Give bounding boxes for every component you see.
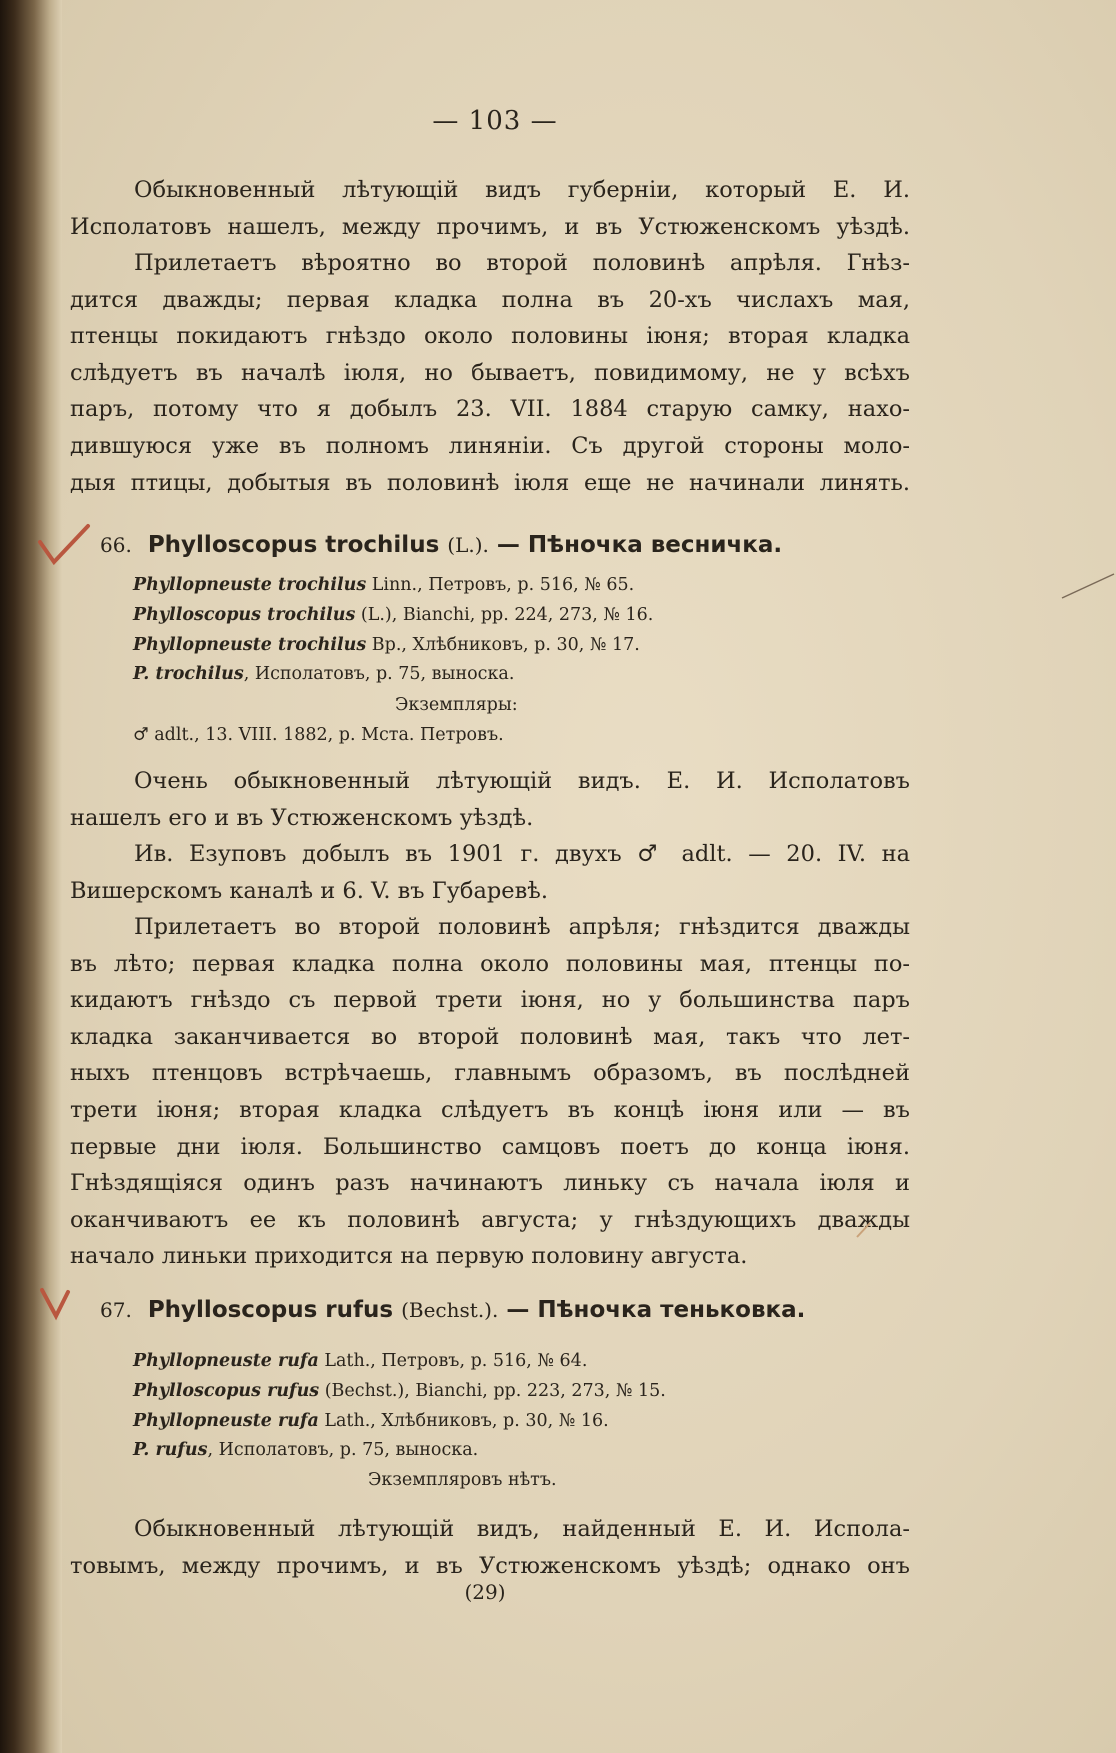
reference-line [133, 660, 973, 690]
ref-taxon: Phyllopneuste rufa [133, 1410, 319, 1431]
ref-source: (L.), Bianchi, pp. 224, 273, № 16. [355, 604, 654, 625]
text-line: Прилетаетъ во второй половинѣ апрѣля; гнѣздится дважды [134, 914, 910, 940]
text-line: паръ, потому что я добылъ 23. VII. 1884 старую самку, нахо- [70, 396, 910, 423]
text-line: первые дни іюля. Большинство самцовъ поетъ до конца іюня. [70, 1133, 910, 1160]
reference-line [133, 571, 973, 601]
species-russian-name: Пѣночка теньковка. [537, 1297, 806, 1323]
text-line: дившуюся уже въ полномъ линяніи. Съ другой стороны моло- [70, 432, 910, 459]
book-binding-shadow [0, 0, 62, 1753]
printer-signature: (29) [464, 1580, 506, 1604]
text-line: оканчиваютъ ее къ половинѣ августа; у гнѣздующихъ дважды [70, 1206, 910, 1233]
text-line: Обыкновенный лѣтующій видъ губерніи, который Е. И. [134, 177, 910, 203]
specimens-66: ♂ adlt., 13. VIII. 1882, p. Мста. Петровъ. [133, 725, 504, 745]
text-line: ныхъ птенцовъ встрѣчаешь, главнымъ образомъ, въ послѣдней [70, 1060, 910, 1087]
ref-source: Lath., Хлѣбниковъ, p. 30, № 16. [318, 1410, 609, 1431]
reference-line [133, 1347, 973, 1377]
reference-line [133, 1377, 973, 1407]
text-line: кидаютъ гнѣздо съ первой трети іюня, но у большинства паръ [70, 987, 910, 1014]
ref-source: Вр., Хлѣбниковъ, p. 30, № 17. [366, 634, 640, 655]
text-line: птенцы покидаютъ гнѣздо около половины іюня; вторая кладка [70, 323, 910, 350]
pencil-check-mark-icon [38, 1282, 84, 1326]
species-heading-66 [100, 532, 940, 558]
text-line: Гнѣздящіяся одинъ разъ начинаютъ линьку съ начала іюля и [70, 1170, 910, 1197]
ref-taxon: Phylloscopus rufus [133, 1380, 320, 1401]
species-latin-name: Phylloscopus rufus [147, 1297, 394, 1323]
ref-taxon: P. rufus [133, 1440, 208, 1461]
pencil-check-mark-icon [36, 520, 96, 570]
text-line: слѣдуетъ въ началѣ іюля, но бываетъ, повидимому, не у всѣхъ [70, 359, 910, 386]
paragraph-6 [70, 1511, 910, 1584]
paragraph-3 [70, 763, 910, 836]
ref-source: Linn., Петровъ, p. 516, № 65. [366, 575, 635, 595]
text-line: кладка заканчивается во второй половинѣ мая, такъ что лет- [70, 1023, 910, 1050]
ref-taxon: Phyllopneuste rufa [133, 1351, 319, 1371]
heading-dash: — [506, 1297, 530, 1323]
paragraph-4 [70, 836, 910, 909]
pencil-stroke-icon [854, 1220, 874, 1240]
species-author: (L.). [447, 533, 489, 557]
references-67 [133, 1347, 973, 1466]
pencil-stroke-icon [1060, 570, 1116, 600]
references-66 [133, 571, 973, 690]
text-line: нашелъ его и въ Устюженскомъ уѣздѣ. [70, 804, 534, 831]
text-line: въ лѣто; первая кладка полна около половины мая, птенцы по- [70, 950, 910, 977]
reference-line [133, 1436, 973, 1466]
species-author: (Bechst.). [401, 1298, 499, 1322]
species-number: 66. [100, 533, 132, 557]
paragraph-5 [70, 909, 910, 1275]
reference-line [133, 601, 973, 631]
species-latin-name: Phylloscopus trochilus [147, 532, 440, 558]
paragraph-1 [70, 172, 910, 245]
text-line: товымъ, между прочимъ, и въ Устюженскомъ уѣздѣ; однако онъ [70, 1552, 910, 1579]
text-line: Прилетаетъ вѣроятно во второй половинѣ апрѣля. Гнѣз- [134, 250, 910, 276]
paragraph-2 [70, 245, 910, 501]
specimens-label-66: Экземпляры: [395, 695, 518, 715]
species-number: 67. [100, 1298, 132, 1322]
text-line: Вишерскомъ каналѣ и 6. V. въ Губаревѣ. [70, 877, 548, 904]
specimens-67: Экземпляровъ нѣтъ. [368, 1470, 557, 1490]
heading-dash: — [496, 532, 520, 558]
ref-source: , Исполатовъ, p. 75, выноска. [207, 1440, 479, 1461]
text-line: дится дважды; первая кладка полна въ 20-хъ числахъ мая, [70, 286, 910, 313]
text-line: Исполатовъ нашелъ, между прочимъ, и въ Устюженскомъ уѣздѣ. [70, 213, 910, 240]
ref-taxon: Phyllopneuste trochilus [133, 634, 367, 655]
species-russian-name: Пѣночка весничка. [527, 532, 783, 558]
ref-taxon: Phyllopneuste trochilus [133, 575, 367, 595]
page-number: — 103 — [432, 106, 558, 136]
text-line: Ив. Езуповъ добылъ въ 1901 г. двухъ ♂ adlt. — 20. IV. на [134, 841, 910, 867]
ref-source: , Исполатовъ, p. 75, выноска. [243, 664, 515, 685]
reference-line [133, 1407, 973, 1437]
text-line: Обыкновенный лѣтующій видъ, найденный Е. И. Испола- [134, 1516, 910, 1542]
ref-taxon: Phylloscopus trochilus [133, 604, 356, 625]
ref-source: (Bechst.), Bianchi, pp. 223, 273, № 15. [319, 1380, 666, 1401]
text-line: начало линьки приходится на первую половину августа. [70, 1243, 748, 1270]
species-heading-67 [100, 1297, 940, 1323]
text-line: Очень обыкновенный лѣтующій видъ. Е. И. Исполатовъ [134, 768, 910, 794]
ref-source: Lath., Петровъ, p. 516, № 64. [318, 1351, 588, 1371]
text-line: трети іюня; вторая кладка слѣдуетъ въ концѣ іюня или — въ [70, 1096, 910, 1123]
reference-line [133, 631, 973, 661]
ref-taxon: P. trochilus [133, 664, 244, 685]
text-line: дыя птицы, добытыя въ половинѣ іюля еще не начинали линять. [70, 469, 910, 496]
